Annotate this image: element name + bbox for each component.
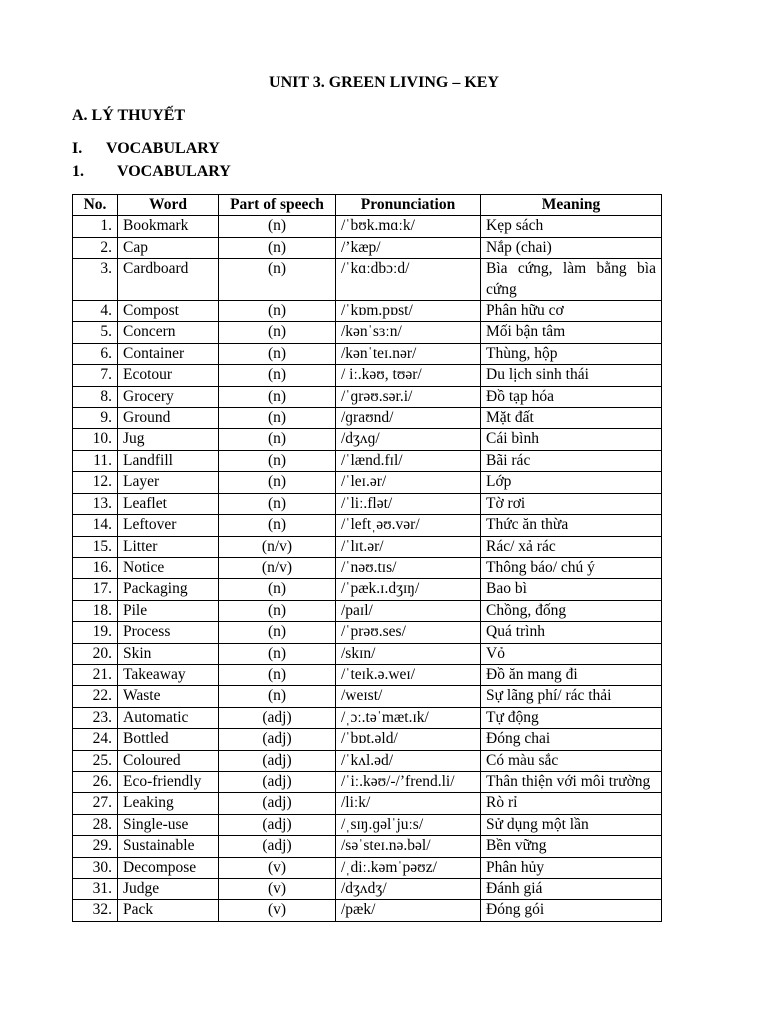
table-row (73, 707, 662, 728)
cell-word: Process (118, 622, 219, 643)
cell-pronunciation: / iː.kəʊ, tʊər/ (336, 365, 481, 386)
cell-meaning: Thân thiện với môi trường (481, 771, 662, 792)
cell-part-of-speech: (v) (219, 900, 336, 921)
cell-part-of-speech: (adj) (219, 836, 336, 857)
cell-word: Container (118, 343, 219, 364)
cell-no: 26. (73, 771, 118, 792)
table-row (73, 622, 662, 643)
cell-no: 15. (73, 536, 118, 557)
header-word: Word (118, 195, 219, 216)
cell-word: Compost (118, 301, 219, 322)
cell-word: Decompose (118, 857, 219, 878)
cell-part-of-speech: (n) (219, 322, 336, 343)
heading-text: VOCABULARY (106, 140, 220, 157)
cell-pronunciation: /skɪn/ (336, 643, 481, 664)
table-row (73, 793, 662, 814)
cell-no: 32. (73, 900, 118, 921)
cell-word: Waste (118, 686, 219, 707)
cell-meaning: Bìa cứng, làm bằng bìa cứng (481, 259, 662, 301)
cell-word: Litter (118, 536, 219, 557)
cell-meaning: Nắp (chai) (481, 237, 662, 258)
cell-word: Leaflet (118, 493, 219, 514)
cell-pronunciation: /’kæp/ (336, 237, 481, 258)
cell-word: Landfill (118, 450, 219, 471)
cell-no: 4. (73, 301, 118, 322)
cell-meaning: Đồ tạp hóa (481, 386, 662, 407)
cell-no: 22. (73, 686, 118, 707)
heading-vocabulary-numbered (72, 163, 231, 181)
table-row (73, 301, 662, 322)
table-body (73, 216, 662, 921)
cell-no: 25. (73, 750, 118, 771)
cell-word: Grocery (118, 386, 219, 407)
table-row (73, 386, 662, 407)
cell-word: Sustainable (118, 836, 219, 857)
cell-pronunciation: /ˈbʊk.mɑːk/ (336, 216, 481, 237)
cell-meaning: Rò rỉ (481, 793, 662, 814)
cell-no: 5. (73, 322, 118, 343)
cell-word: Ecotour (118, 365, 219, 386)
cell-meaning: Đóng gói (481, 900, 662, 921)
table-row (73, 515, 662, 536)
cell-no: 29. (73, 836, 118, 857)
table-row (73, 429, 662, 450)
cell-part-of-speech: (n) (219, 664, 336, 685)
table-row (73, 365, 662, 386)
cell-part-of-speech: (v) (219, 879, 336, 900)
cell-pronunciation: /ˈprəʊ.ses/ (336, 622, 481, 643)
cell-part-of-speech: (n) (219, 386, 336, 407)
cell-pronunciation: /ˈkɑːdbɔːd/ (336, 259, 481, 301)
heading-number: I. (72, 140, 83, 157)
table-row (73, 900, 662, 921)
cell-no: 16. (73, 557, 118, 578)
cell-part-of-speech: (n) (219, 216, 336, 237)
cell-meaning: Thông báo/ chú ý (481, 557, 662, 578)
cell-part-of-speech: (n/v) (219, 536, 336, 557)
cell-meaning: Rác/ xả rác (481, 536, 662, 557)
cell-meaning: Sử dụng một lần (481, 814, 662, 835)
cell-meaning: Sự lãng phí/ rác thải (481, 686, 662, 707)
cell-no: 1. (73, 216, 118, 237)
cell-word: Eco-friendly (118, 771, 219, 792)
table-row (73, 686, 662, 707)
table-row (73, 472, 662, 493)
cell-part-of-speech: (adj) (219, 814, 336, 835)
table-row (73, 259, 662, 301)
heading-number: 1. (72, 163, 84, 180)
cell-word: Single-use (118, 814, 219, 835)
cell-meaning: Chồng, đống (481, 600, 662, 621)
cell-meaning: Có màu sắc (481, 750, 662, 771)
cell-meaning: Vỏ (481, 643, 662, 664)
cell-no: 2. (73, 237, 118, 258)
cell-no: 13. (73, 493, 118, 514)
table-row (73, 237, 662, 258)
cell-no: 11. (73, 450, 118, 471)
cell-no: 3. (73, 259, 118, 301)
cell-part-of-speech: (n) (219, 259, 336, 301)
cell-pronunciation: /ˈteɪk.ə.weɪ/ (336, 664, 481, 685)
cell-word: Layer (118, 472, 219, 493)
cell-no: 18. (73, 600, 118, 621)
header-no: No. (73, 195, 118, 216)
cell-word: Pack (118, 900, 219, 921)
cell-no: 21. (73, 664, 118, 685)
cell-word: Automatic (118, 707, 219, 728)
cell-no: 14. (73, 515, 118, 536)
cell-no: 6. (73, 343, 118, 364)
table-row (73, 322, 662, 343)
cell-pronunciation: /ˈkʌl.əd/ (336, 750, 481, 771)
cell-pronunciation: /dʒʌdʒ/ (336, 879, 481, 900)
cell-word: Judge (118, 879, 219, 900)
cell-no: 19. (73, 622, 118, 643)
cell-word: Cap (118, 237, 219, 258)
cell-word: Bottled (118, 729, 219, 750)
cell-word: Bookmark (118, 216, 219, 237)
vocabulary-table (72, 194, 662, 922)
cell-pronunciation: /liːk/ (336, 793, 481, 814)
table-header-row (73, 195, 662, 216)
cell-meaning: Đồ ăn mang đi (481, 664, 662, 685)
cell-pronunciation: /paɪl/ (336, 600, 481, 621)
cell-meaning: Mặt đất (481, 408, 662, 429)
cell-part-of-speech: (n) (219, 600, 336, 621)
cell-no: 31. (73, 879, 118, 900)
cell-meaning: Du lịch sinh thái (481, 365, 662, 386)
table-row (73, 600, 662, 621)
cell-pronunciation: /səˈsteɪ.nə.bəl/ (336, 836, 481, 857)
cell-pronunciation: /ˈlɪt.ər/ (336, 536, 481, 557)
cell-meaning: Bãi rác (481, 450, 662, 471)
cell-no: 12. (73, 472, 118, 493)
cell-pronunciation: /ˈnəʊ.tɪs/ (336, 557, 481, 578)
section-heading-theory: A. LÝ THUYẾT (72, 107, 186, 124)
heading-text: VOCABULARY (117, 163, 231, 180)
cell-pronunciation: /ˈkɒm.pɒst/ (336, 301, 481, 322)
table-row (73, 729, 662, 750)
cell-part-of-speech: (n) (219, 301, 336, 322)
cell-meaning: Mối bận tâm (481, 322, 662, 343)
cell-word: Notice (118, 557, 219, 578)
table-row (73, 343, 662, 364)
cell-part-of-speech: (adj) (219, 793, 336, 814)
cell-no: 28. (73, 814, 118, 835)
cell-word: Cardboard (118, 259, 219, 301)
cell-no: 27. (73, 793, 118, 814)
cell-no: 10. (73, 429, 118, 450)
cell-meaning: Thức ăn thừa (481, 515, 662, 536)
cell-pronunciation: /ˈiː.kəʊ/-/’frend.li/ (336, 771, 481, 792)
cell-no: 23. (73, 707, 118, 728)
cell-word: Pile (118, 600, 219, 621)
cell-pronunciation: /weɪst/ (336, 686, 481, 707)
cell-meaning: Phân hữu cơ (481, 301, 662, 322)
cell-pronunciation: /ˈleftˌəʊ.vər/ (336, 515, 481, 536)
cell-meaning: Phân hủy (481, 857, 662, 878)
cell-meaning: Cái bình (481, 429, 662, 450)
cell-word: Packaging (118, 579, 219, 600)
cell-pronunciation: /kənˈteɪ.nər/ (336, 343, 481, 364)
table-row (73, 450, 662, 471)
cell-part-of-speech: (n) (219, 643, 336, 664)
cell-pronunciation: /ˈɡrəʊ.sər.i/ (336, 386, 481, 407)
cell-part-of-speech: (n) (219, 686, 336, 707)
cell-meaning: Tờ rơi (481, 493, 662, 514)
cell-no: 24. (73, 729, 118, 750)
cell-part-of-speech: (adj) (219, 707, 336, 728)
cell-no: 7. (73, 365, 118, 386)
cell-part-of-speech: (adj) (219, 729, 336, 750)
cell-no: 9. (73, 408, 118, 429)
cell-pronunciation: /ˌɔː.təˈmæt.ɪk/ (336, 707, 481, 728)
cell-part-of-speech: (n) (219, 429, 336, 450)
cell-no: 17. (73, 579, 118, 600)
cell-word: Leftover (118, 515, 219, 536)
table-row (73, 493, 662, 514)
cell-pronunciation: /ɡraʊnd/ (336, 408, 481, 429)
cell-pronunciation: /ˌsɪŋ.ɡəlˈjuːs/ (336, 814, 481, 835)
cell-part-of-speech: (adj) (219, 750, 336, 771)
cell-pronunciation: /ˈliː.flət/ (336, 493, 481, 514)
cell-pronunciation: /ˈlænd.fɪl/ (336, 450, 481, 471)
cell-part-of-speech: (n) (219, 493, 336, 514)
table-row (73, 879, 662, 900)
cell-pronunciation: /dʒʌɡ/ (336, 429, 481, 450)
table-row (73, 664, 662, 685)
cell-meaning: Đóng chai (481, 729, 662, 750)
cell-no: 30. (73, 857, 118, 878)
heading-vocabulary-roman (72, 140, 220, 158)
cell-part-of-speech: (v) (219, 857, 336, 878)
cell-no: 20. (73, 643, 118, 664)
cell-pronunciation: /ˈbɒt.əld/ (336, 729, 481, 750)
table-row (73, 408, 662, 429)
cell-meaning: Kẹp sách (481, 216, 662, 237)
cell-meaning: Đánh giá (481, 879, 662, 900)
table-row (73, 750, 662, 771)
table-row (73, 216, 662, 237)
cell-word: Takeaway (118, 664, 219, 685)
table-row (73, 579, 662, 600)
header-pronunciation: Pronunciation (336, 195, 481, 216)
table-row (73, 557, 662, 578)
table-row (73, 643, 662, 664)
cell-word: Concern (118, 322, 219, 343)
cell-part-of-speech: (n) (219, 365, 336, 386)
header-part-of-speech: Part of speech (219, 195, 336, 216)
cell-pronunciation: /pæk/ (336, 900, 481, 921)
cell-part-of-speech: (n) (219, 450, 336, 471)
table-row (73, 857, 662, 878)
cell-word: Coloured (118, 750, 219, 771)
cell-word: Skin (118, 643, 219, 664)
table-row (73, 536, 662, 557)
cell-pronunciation: /ˌdiː.kəmˈpəʊz/ (336, 857, 481, 878)
cell-word: Jug (118, 429, 219, 450)
cell-part-of-speech: (n) (219, 408, 336, 429)
cell-part-of-speech: (n) (219, 579, 336, 600)
cell-part-of-speech: (n) (219, 237, 336, 258)
cell-part-of-speech: (n) (219, 343, 336, 364)
cell-word: Leaking (118, 793, 219, 814)
cell-meaning: Quá trình (481, 622, 662, 643)
cell-meaning: Tự động (481, 707, 662, 728)
cell-no: 8. (73, 386, 118, 407)
cell-part-of-speech: (n) (219, 515, 336, 536)
table-row (73, 771, 662, 792)
cell-part-of-speech: (n) (219, 472, 336, 493)
cell-meaning: Lớp (481, 472, 662, 493)
table-row (73, 836, 662, 857)
page-title: UNIT 3. GREEN LIVING – KEY (269, 74, 499, 91)
cell-pronunciation: /kənˈsɜːn/ (336, 322, 481, 343)
cell-pronunciation: /ˈpæk.ɪ.dʒɪŋ/ (336, 579, 481, 600)
cell-part-of-speech: (n/v) (219, 557, 336, 578)
header-meaning: Meaning (481, 195, 662, 216)
cell-word: Ground (118, 408, 219, 429)
cell-meaning: Bao bì (481, 579, 662, 600)
cell-pronunciation: /ˈleɪ.ər/ (336, 472, 481, 493)
cell-part-of-speech: (n) (219, 622, 336, 643)
table-row (73, 814, 662, 835)
cell-meaning: Bền vững (481, 836, 662, 857)
cell-part-of-speech: (adj) (219, 771, 336, 792)
cell-meaning: Thùng, hộp (481, 343, 662, 364)
